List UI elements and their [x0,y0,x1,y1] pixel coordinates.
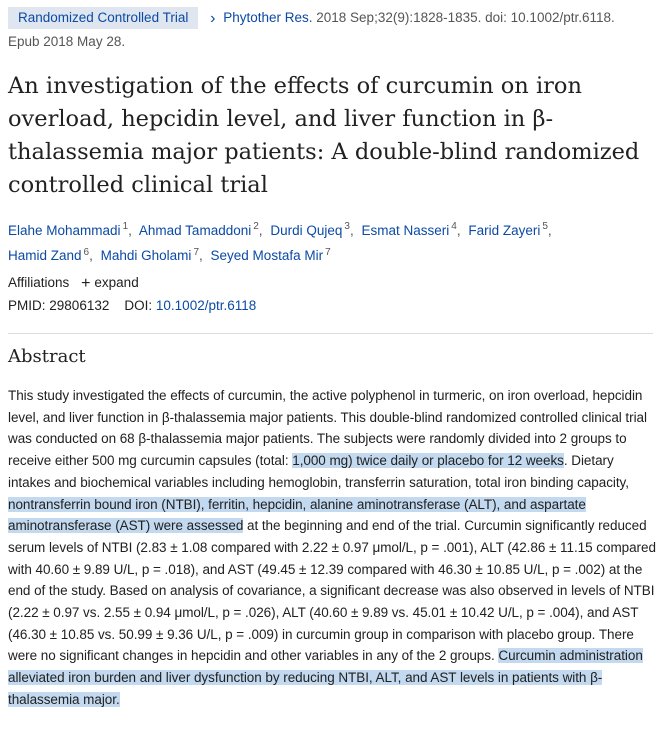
author-link[interactable]: Mahdi Gholami $^7$ [100,246,199,263]
highlighted-segment: 1,000 mg) twice daily or placebo for 12 weeks [292,453,564,469]
chevron-right-icon[interactable]: › [210,10,216,27]
journal-link[interactable]: Phytother Res. [223,10,313,25]
affiliations-row [8,274,139,292]
plus-icon: + [81,275,91,292]
author-link[interactable]: Ahmad Tamaddoni $^2$ [138,221,259,238]
affiliations-label: Affiliations [8,275,70,290]
article-type-badge[interactable]: Randomized Controlled Trial [8,7,198,29]
author-link[interactable]: Farid Zayeri $^5$ [468,221,548,238]
section-divider [8,333,653,334]
identifiers-row [8,298,256,313]
epub-date: Epub 2018 May 28. [8,34,126,49]
doi-label: DOI: [124,298,153,313]
highlighted-segment: nontransferrin bound iron (NTBI), ferritin, hepcidin, alanine aminotransferase (ALT), and aspartate aminotransferase (AST) were assessed [8,496,586,534]
author-link[interactable]: Elahe Mohammadi $^1$ [8,221,129,238]
doi-link[interactable]: 10.1002/ptr.6118 [155,298,257,313]
abstract-segment: at the beginning and end of the trial. Curcumin significantly reduced serum levels of NTBI (2.83 ± 1.08 compared with 2.22 ± 0.97 μmol/L, p = .001), ALT (42.86 ± 11.15 compared with 40.60 ± 9.89 U/L, p = .018), and AST (49.45 ± 12.39 compared with 46.30 ± 10.85 U/L, p = .002) at the end of the study. Based on analysis of covariance, a significant decrease was also observed in levels of NTBI (2.22 ± 0.97 vs. 2.55 ± 0.94 μmol/L, p = .026), ALT (40.60 ± 9.89 vs. 45.01 ± 10.42 U/L, p = .004), and AST (46.30 ± 10.85 vs. 50.99 ± 9.36 U/L, p = .009) in curcumin group in comparison with placebo group. There were no significant changes in hepcidin and other variables in any of the 2 groups. [8,518,656,664]
citation-details: 2018 Sep;32(9):1828-1835. doi: 10.1002/ptr.6118. [316,10,615,25]
pmid-label: PMID: [8,298,46,313]
author-link[interactable]: Hamid Zand $^6$ [8,246,90,263]
abstract-segment: . Dietary intakes and biochemical variables including hemoglobin, transferrin saturation, total iron binding capacity, [8,453,629,490]
abstract-text [8,385,656,711]
citation-line [8,7,658,29]
pmid-value: 29806132 [49,298,110,313]
expand-affiliations-button[interactable]: + expand [81,275,139,292]
article-title: An investigation of the effects of curcumin on iron overload, hepcidin level, and liver function in β-thalassemia major patients: A double-blind randomized controlled clinical trial [8,73,640,198]
highlighted-segment: Curcumin administration alleviated iron burden and liver dysfunction by reducing NTBI, ALT, and AST levels in patients with β-thalassemia major. [8,648,643,707]
author-link[interactable]: Durdi Qujeq $^3$ [270,221,350,238]
authors-list: Elahe Mohammadi $^1$, Ahmad Tamaddoni $^2$, Durdi Qujeq $^3$, Esmat Nasseri $^4$, Farid Zayeri $^5$, Hamid Zand $^6$, Mahdi Gholami $^7$, Seyed Mostafa Mir $^7$ [8,221,552,263]
author-link[interactable]: Esmat Nasseri $^4$ [361,221,457,238]
abstract-segment: This study investigated the effects of curcumin, the active polyphenol in turmeric, on iron overload, hepcidin level, and liver function in β-thalassemia major patients. This double-blind randomized controlled clinical trial was conducted on 68 β-thalassemia major patients. The subjects were randomly divided into 2 groups to receive either 500 mg curcumin capsules (total: [8,388,647,469]
author-link[interactable]: Seyed Mostafa Mir $^7$ [210,246,331,263]
abstract-heading: Abstract [8,346,86,367]
